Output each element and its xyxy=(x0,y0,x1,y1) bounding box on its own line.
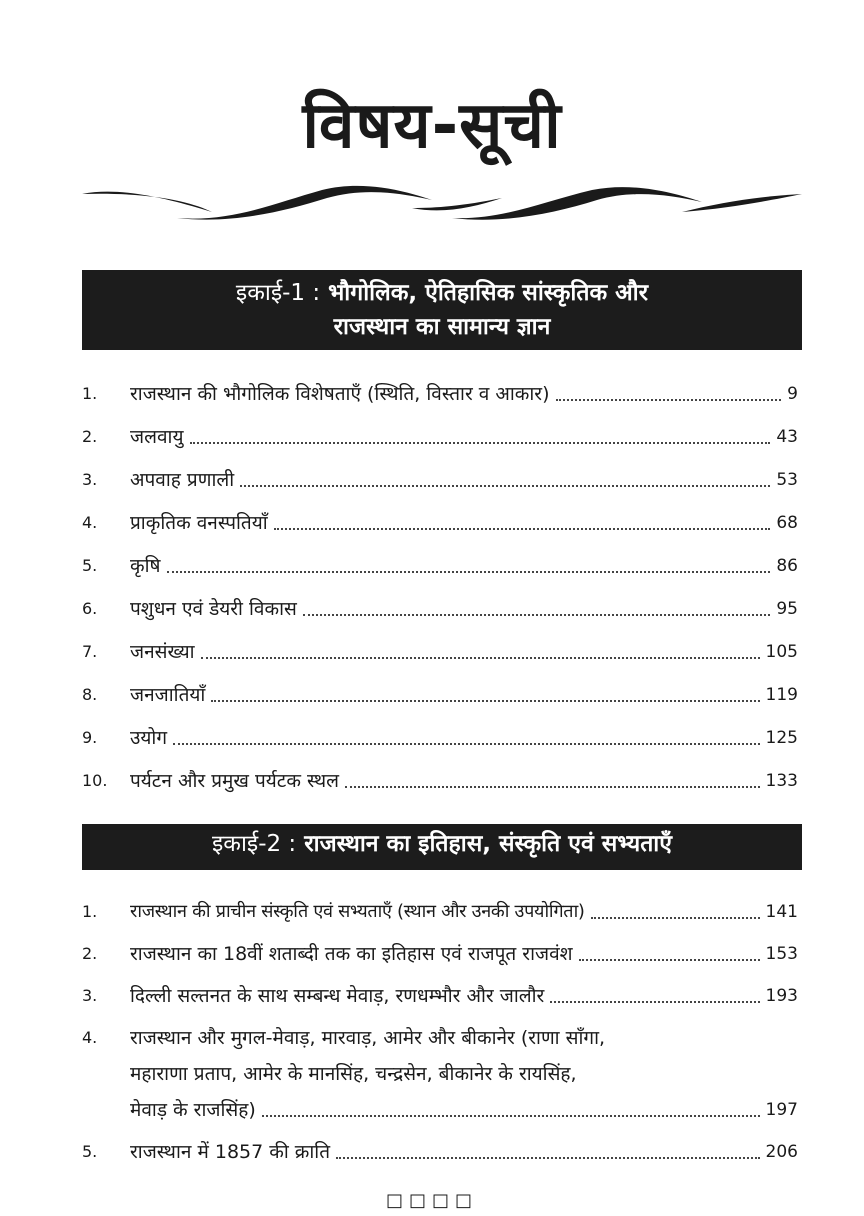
entry-page: 53 xyxy=(776,470,798,490)
entry-title-block xyxy=(130,1024,798,1124)
entry-title: जनजातियाँ xyxy=(130,684,206,706)
entry-title: उयोग xyxy=(130,727,168,749)
unit-1-banner xyxy=(82,270,802,350)
entry-title: राजस्थान की भौगोलिक विशेषताएँ (स्थिति, विस्तार व आकार) xyxy=(130,383,550,405)
entry-number: 3. xyxy=(82,986,98,1005)
entry-number: 6. xyxy=(82,599,98,618)
entry-title-line: मेवाड़ के राजसिंह) xyxy=(130,1099,256,1121)
dot-leader xyxy=(262,1115,760,1117)
toc-entry[interactable] xyxy=(82,552,798,580)
dot-leader xyxy=(190,442,771,444)
entry-title-line: राजस्थान और मुगल-मेवाड़, मारवाड़, आमेर और बीकानेर (राणा साँगा, xyxy=(130,1027,606,1049)
entry-page: 206 xyxy=(765,1142,798,1162)
entry-page: 193 xyxy=(765,986,798,1006)
dot-leader xyxy=(173,743,759,745)
dot-leader xyxy=(274,528,771,530)
entry-title-line: महाराणा प्रताप, आमेर के मानसिंह, चन्द्रसेन, बीकानेर के रायसिंह, xyxy=(130,1063,577,1085)
entry-title: अपवाह प्रणाली xyxy=(130,469,235,491)
entry-number: 10. xyxy=(82,771,108,790)
dot-leader xyxy=(201,657,760,659)
entry-page: 9 xyxy=(787,384,798,404)
footer-marks: □□□□ xyxy=(385,1190,479,1211)
dot-leader xyxy=(591,917,760,919)
entry-title: राजस्थान का 18वीं शताब्दी तक का इतिहास एवं राजपूत राजवंश xyxy=(130,943,573,965)
dot-leader xyxy=(240,485,770,487)
toc-entry[interactable] xyxy=(82,423,798,451)
toc-entry[interactable] xyxy=(82,466,798,494)
toc-entry[interactable] xyxy=(82,1138,798,1166)
dot-leader xyxy=(211,700,759,702)
entry-number: 4. xyxy=(82,513,98,532)
entry-title: कृषि xyxy=(130,555,161,577)
entry-title: राजस्थान की प्राचीन संस्कृति एवं सभ्यताएँ (स्थान और उनकी उपयोगिता) xyxy=(130,901,585,922)
entry-page: 95 xyxy=(776,599,798,619)
toc-entry[interactable] xyxy=(82,509,798,537)
dot-leader xyxy=(550,1001,759,1003)
toc-entry[interactable] xyxy=(82,638,798,666)
dot-leader xyxy=(336,1157,759,1159)
entry-title: पशुधन एवं डेयरी विकास xyxy=(130,598,297,620)
dot-leader xyxy=(579,959,760,961)
entry-number: 5. xyxy=(82,556,98,575)
toc-entry[interactable] xyxy=(82,380,798,408)
unit-2-heading: राजस्थान का इतिहास, संस्कृति एवं सभ्यताएँ xyxy=(304,831,672,857)
entry-number: 1. xyxy=(82,902,98,921)
entry-number: 8. xyxy=(82,685,98,704)
title-ornament xyxy=(82,178,802,226)
entry-page: 119 xyxy=(765,685,798,705)
entry-title: दिल्ली सल्तनत के साथ सम्बन्ध मेवाड़, रणधम्भौर और जालौर xyxy=(130,985,545,1007)
toc-entry[interactable] xyxy=(82,940,798,968)
entry-title: राजस्थान में 1857 की क्राति xyxy=(130,1141,331,1163)
toc-entry[interactable] xyxy=(82,982,798,1010)
entry-page: 105 xyxy=(765,642,798,662)
entry-title-last-row xyxy=(130,1096,798,1124)
dot-leader xyxy=(303,614,771,616)
entry-page: 68 xyxy=(776,513,798,533)
unit-2-toc xyxy=(82,898,798,1166)
entry-page: 43 xyxy=(776,427,798,447)
entry-page: 153 xyxy=(765,944,798,964)
entry-number: 9. xyxy=(82,728,98,747)
toc-entry[interactable] xyxy=(82,767,798,795)
page-title: विषय-सूची xyxy=(302,89,562,163)
entry-page: 197 xyxy=(765,1100,798,1120)
entry-title: पर्यटन और प्रमुख पर्यटक स्थल xyxy=(130,770,340,792)
dot-leader xyxy=(556,399,782,401)
toc-entry[interactable] xyxy=(82,898,798,926)
entry-page: 86 xyxy=(776,556,798,576)
entry-number: 4. xyxy=(82,1028,98,1047)
dot-leader xyxy=(167,571,771,573)
entry-page: 141 xyxy=(765,902,798,922)
unit-1-prefix: इकाई-1 : xyxy=(235,280,321,306)
toc-entry[interactable] xyxy=(82,1024,798,1124)
entry-number: 3. xyxy=(82,470,98,489)
entry-number: 2. xyxy=(82,427,98,446)
toc-entry[interactable] xyxy=(82,681,798,709)
unit-1-toc xyxy=(82,380,798,795)
entry-number: 7. xyxy=(82,642,98,661)
entry-title: जनसंख्या xyxy=(130,641,195,663)
unit-1-heading-line1: भौगोलिक, ऐतिहासिक सांस्कृतिक और xyxy=(328,280,649,306)
dot-leader xyxy=(345,786,760,788)
entry-number: 1. xyxy=(82,384,98,403)
toc-entry[interactable] xyxy=(82,724,798,752)
entry-page: 133 xyxy=(765,771,798,791)
unit-1-heading-line2: राजस्थान का सामान्य ज्ञान xyxy=(333,314,551,340)
toc-entry[interactable] xyxy=(82,595,798,623)
entry-page: 125 xyxy=(765,728,798,748)
entry-number: 2. xyxy=(82,944,98,963)
entry-title: जलवायु xyxy=(130,426,184,448)
unit-2-banner xyxy=(82,824,802,870)
entry-title: प्राकृतिक वनस्पतियाँ xyxy=(130,512,268,534)
unit-2-prefix: इकाई-2 : xyxy=(211,831,297,857)
entry-number: 5. xyxy=(82,1142,98,1161)
